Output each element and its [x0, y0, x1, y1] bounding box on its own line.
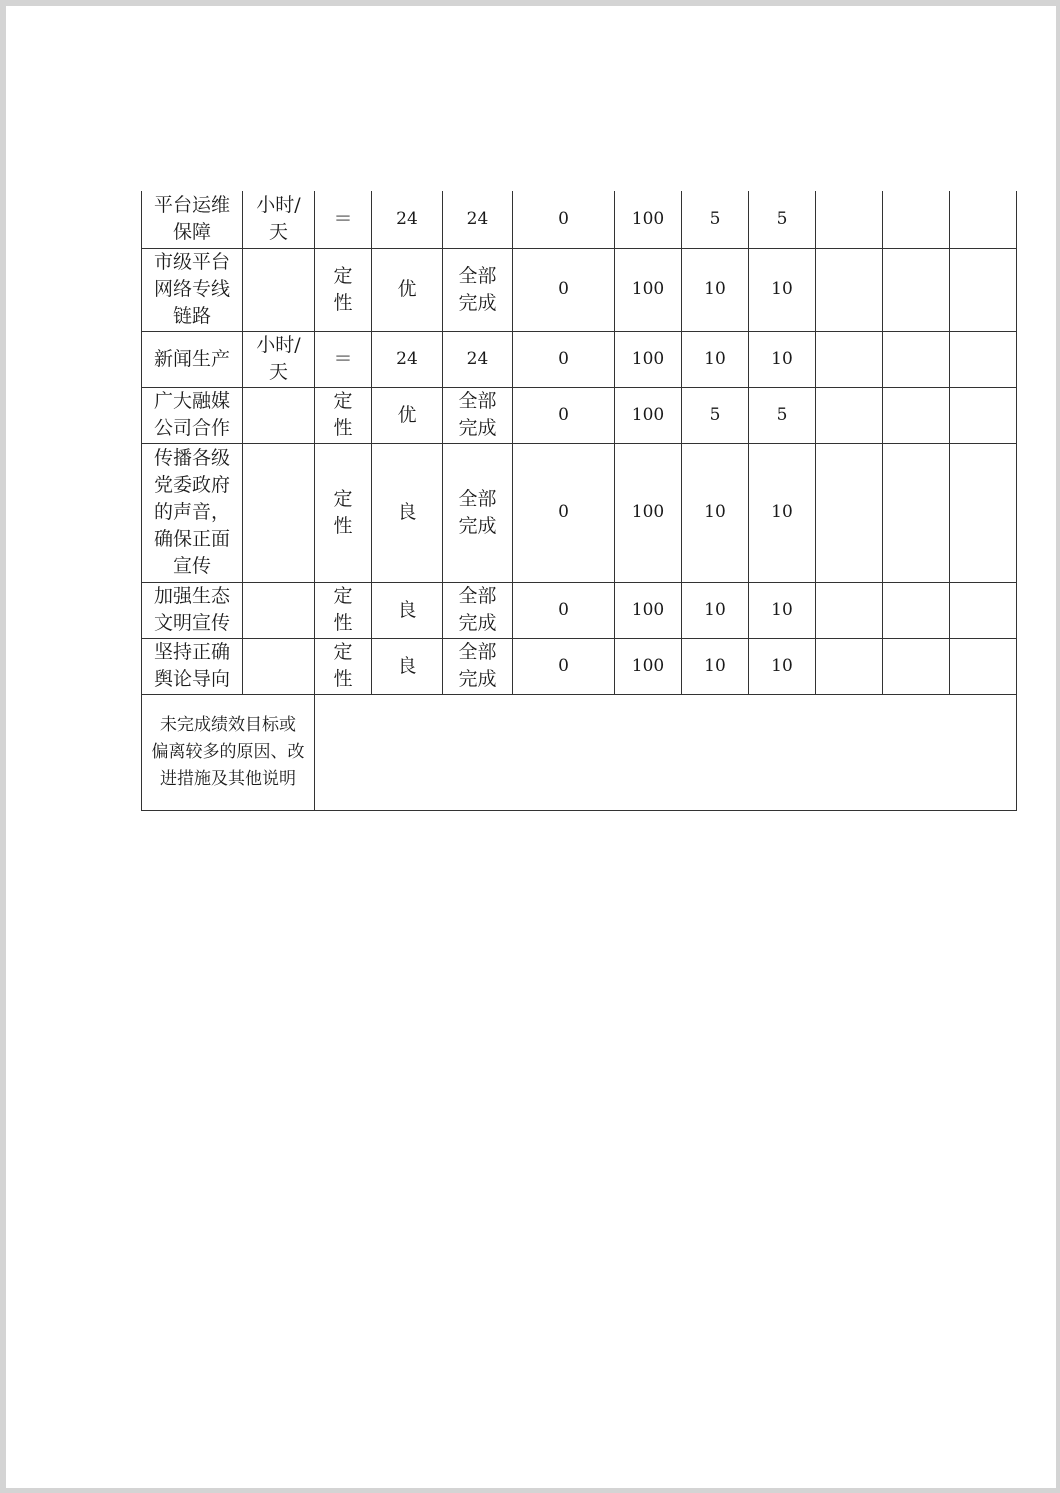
indicator-line: 公司合作 — [153, 417, 230, 439]
empty-cell — [950, 387, 1017, 443]
document-page — [6, 6, 1056, 1488]
table-row — [142, 387, 1017, 443]
empty-cell — [950, 331, 1017, 387]
indicator-line: 保障 — [172, 221, 211, 244]
actual-cell: 24 — [443, 191, 513, 248]
empty-cell — [883, 248, 950, 331]
value-cell: 100 — [615, 191, 682, 248]
target-cell: 良 — [372, 443, 443, 582]
value-cell: 0 — [513, 387, 615, 443]
indicator-line: 确保正面 — [153, 528, 230, 550]
unit-cell — [243, 582, 315, 638]
actual-cell: 全部完成 — [443, 638, 513, 694]
table-row — [142, 443, 1017, 582]
operator-cell: 定性 — [315, 387, 372, 443]
weight-cell: 10 — [682, 582, 749, 638]
value-cell: 100 — [615, 638, 682, 694]
empty-cell — [950, 191, 1017, 248]
value-cell: 100 — [615, 331, 682, 387]
indicator-line: 传播各级 — [153, 447, 230, 469]
indicator-cell — [142, 638, 243, 694]
unit-cell — [243, 248, 315, 331]
indicator-line: 的声音， — [153, 501, 230, 523]
empty-cell — [950, 638, 1017, 694]
target-cell: 良 — [372, 582, 443, 638]
indicator-line: 文明宣传 — [153, 612, 230, 634]
indicator-cell — [142, 248, 243, 331]
table-row — [142, 191, 1017, 248]
operator-cell: 定性 — [315, 582, 372, 638]
target-cell: 24 — [372, 191, 443, 248]
weight-cell: 5 — [682, 387, 749, 443]
indicator-cell — [142, 582, 243, 638]
actual-cell: 全部完成 — [443, 387, 513, 443]
operator-cell: 定性 — [315, 248, 372, 331]
empty-cell — [883, 582, 950, 638]
note-label-line: 偏离较多的原因、改 — [151, 741, 305, 762]
indicator-line: 新闻生产 — [153, 347, 230, 370]
actual-cell: 全部完成 — [443, 443, 513, 582]
empty-cell — [816, 638, 883, 694]
unit-line: 天 — [268, 361, 288, 383]
table-body — [142, 191, 1017, 810]
actual-cell: 全部完成 — [443, 248, 513, 331]
operator-cell: 定性 — [315, 443, 372, 582]
unit-cell — [243, 443, 315, 582]
note-label-line: 进措施及其他说明 — [160, 768, 296, 789]
value-cell: 100 — [615, 387, 682, 443]
empty-cell — [816, 582, 883, 638]
empty-cell — [816, 248, 883, 331]
empty-cell — [883, 331, 950, 387]
weight-cell: 10 — [682, 443, 749, 582]
table-row — [142, 638, 1017, 694]
performance-table — [141, 191, 1017, 811]
note-row — [142, 694, 1017, 810]
operator-cell: ＝ — [315, 331, 372, 387]
unit-cell — [243, 331, 315, 387]
empty-cell — [883, 638, 950, 694]
table-row — [142, 248, 1017, 331]
weight-cell: 5 — [682, 191, 749, 248]
empty-cell — [883, 443, 950, 582]
actual-cell: 24 — [443, 331, 513, 387]
indicator-line: 广大融媒 — [153, 390, 230, 412]
empty-cell — [950, 582, 1017, 638]
note-label-line: 未完成绩效目标或 — [160, 714, 296, 735]
table-row — [142, 582, 1017, 638]
empty-cell — [816, 443, 883, 582]
empty-cell — [950, 248, 1017, 331]
empty-cell — [816, 191, 883, 248]
indicator-line: 舆论导向 — [153, 668, 230, 690]
score-cell: 5 — [749, 191, 816, 248]
operator-cell: ＝ — [315, 191, 372, 248]
indicator-cell — [142, 387, 243, 443]
value-cell: 100 — [615, 582, 682, 638]
empty-cell — [816, 387, 883, 443]
unit-line: 小时/ — [256, 194, 301, 217]
target-cell: 良 — [372, 638, 443, 694]
weight-cell: 10 — [682, 248, 749, 331]
value-cell: 0 — [513, 582, 615, 638]
weight-cell: 10 — [682, 638, 749, 694]
empty-cell — [816, 331, 883, 387]
value-cell: 100 — [615, 248, 682, 331]
empty-cell — [950, 443, 1017, 582]
empty-cell — [883, 191, 950, 248]
indicator-line: 党委政府 — [153, 474, 230, 496]
indicator-line: 网络专线 — [153, 278, 230, 300]
value-cell: 0 — [513, 331, 615, 387]
indicator-cell — [142, 443, 243, 582]
indicator-line: 加强生态 — [153, 585, 230, 607]
score-cell: 10 — [749, 248, 816, 331]
value-cell: 0 — [513, 248, 615, 331]
score-cell: 10 — [749, 331, 816, 387]
note-label-cell — [142, 694, 315, 810]
note-value-cell[interactable] — [315, 694, 1017, 810]
unit-line: 天 — [268, 221, 288, 244]
score-cell: 10 — [749, 443, 816, 582]
table-row — [142, 331, 1017, 387]
unit-line: 小时/ — [256, 334, 301, 356]
empty-cell — [883, 387, 950, 443]
value-cell: 100 — [615, 443, 682, 582]
indicator-line: 坚持正确 — [153, 641, 230, 663]
value-cell: 0 — [513, 443, 615, 582]
target-cell: 24 — [372, 331, 443, 387]
actual-cell: 全部完成 — [443, 582, 513, 638]
score-cell: 10 — [749, 638, 816, 694]
indicator-line: 市级平台 — [153, 251, 230, 273]
target-cell: 优 — [372, 387, 443, 443]
target-cell: 优 — [372, 248, 443, 331]
value-cell: 0 — [513, 638, 615, 694]
weight-cell: 10 — [682, 331, 749, 387]
indicator-line: 宣传 — [172, 555, 211, 577]
indicator-cell — [142, 331, 243, 387]
score-cell: 5 — [749, 387, 816, 443]
value-cell: 0 — [513, 191, 615, 248]
indicator-line: 平台运维 — [153, 194, 230, 217]
indicator-line: 链路 — [172, 305, 211, 327]
unit-cell — [243, 387, 315, 443]
unit-cell — [243, 638, 315, 694]
operator-cell: 定性 — [315, 638, 372, 694]
indicator-cell — [142, 191, 243, 248]
score-cell: 10 — [749, 582, 816, 638]
unit-cell — [243, 191, 315, 248]
